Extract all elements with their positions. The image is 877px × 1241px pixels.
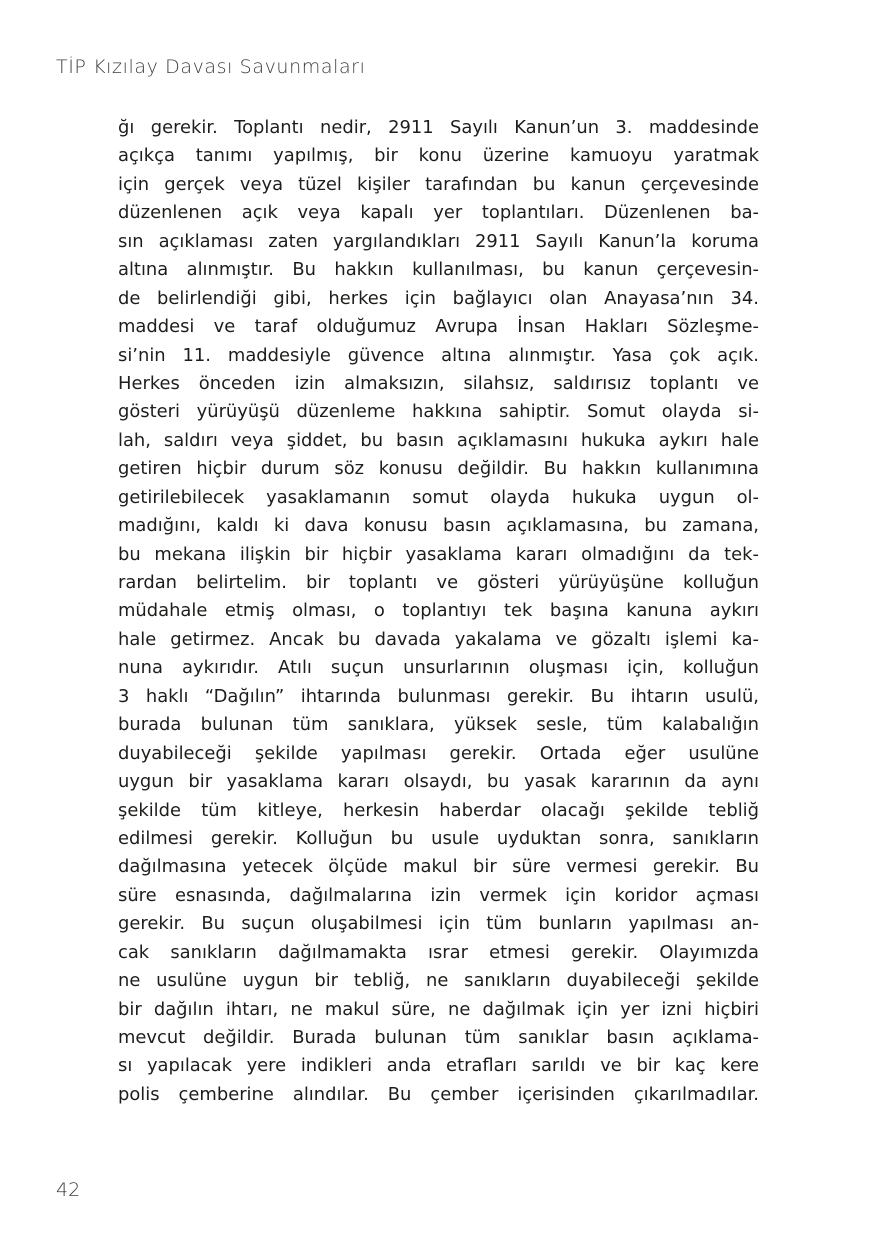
text-line: nuna aykırıdır. Atılı suçun unsurlarının oluşması için, kolluğun xyxy=(118,657,759,679)
text-line: edilmesi gerekir. Kolluğun bu usule uyduktan sonra, sanıkların xyxy=(118,827,759,849)
text-line: getirilebilecek yasaklamanın somut olayda hukuka uygun ol- xyxy=(118,486,759,508)
page-number: 42 xyxy=(56,1179,81,1201)
text-line: duyabileceği şekilde yapılması gerekir. Ortada eğer usulüne xyxy=(118,742,759,764)
running-header-title: TİP Kızılay Davası Savunmaları xyxy=(56,56,366,78)
text-line: düzenlenen açık veya kapalı yer toplantıları. Düzenlenen ba- xyxy=(118,202,759,224)
text-line: ne usulüne uygun bir tebliğ, ne sanıkların duyabileceği şekilde xyxy=(118,970,759,992)
text-line: burada bulunan tüm sanıklara, yüksek sesle, tüm kalabalığın xyxy=(118,714,759,736)
text-line: için gerçek veya tüzel kişiler tarafından bu kanun çerçevesinde xyxy=(118,173,759,195)
text-line: bir dağılın ihtarı, ne makul süre, ne dağılmak için yer izni hiçbiri xyxy=(118,998,759,1020)
text-line: gerekir. Bu suçun oluşabilmesi için tüm bunların yapılması an- xyxy=(118,913,759,935)
text-line: uygun bir yasaklama kararı olsaydı, bu yasak kararının da aynı xyxy=(118,771,759,793)
text-line: rardan belirtelim. bir toplantı ve gösteri yürüyüşüne kolluğun xyxy=(118,572,759,593)
text-line: cak sanıkların dağılmamakta ısrar etmesi gerekir. Olayımızda xyxy=(118,941,759,963)
text-line: açıkça tanımı yapılmış, bir konu üzerine kamuoyu yaratmak xyxy=(118,145,759,167)
text-line: polis çemberine alındılar. Bu çember içerisinden çıkarılmadılar. xyxy=(118,1083,759,1105)
text-line: 3 haklı “Dağılın” ihtarında bulunması gerekir. Bu ihtarın usulü, xyxy=(118,685,759,707)
text-line: hale getirmez. Ancak bu davada yakalama ve gözaltı işlemi ka- xyxy=(118,628,759,650)
text-line: madığını, kaldı ki dava konusu basın açıklamasına, bu zamana, xyxy=(118,515,759,537)
text-line: bu mekana ilişkin bir hiçbir yasaklama kararı olmadığını da tek- xyxy=(118,543,759,565)
text-line: dağılmasına yetecek ölçüde makul bir süre vermesi gerekir. Bu xyxy=(118,856,759,878)
text-line: lah, saldırı veya şiddet, bu basın açıklamasını hukuka aykırı hale xyxy=(118,429,759,451)
text-line: si’nin 11. maddesiyle güvence altına alınmıştır. Yasa çok açık. xyxy=(118,344,759,366)
text-line: gösteri yürüyüşü düzenleme hakkına sahiptir. Somut olayda si- xyxy=(118,401,759,423)
text-line: mevcut değildir. Burada bulunan tüm sanıklar basın açıklama- xyxy=(118,1027,759,1048)
text-line: altına alınmıştır. Bu hakkın kullanılması, bu kanun çerçevesin- xyxy=(118,259,759,281)
text-line: sın açıklaması zaten yargılandıkları 2911 Sayılı Kanun’la koruma xyxy=(118,230,759,252)
text-line: Herkes önceden izin almaksızın, silahsız, saldırısız toplantı ve xyxy=(118,372,759,394)
text-line: müdahale etmiş olması, o toplantıyı tek başına kanuna aykırı xyxy=(118,600,759,622)
text-line: getiren hiçbir durum söz konusu değildir. Bu hakkın kullanımına xyxy=(118,458,759,480)
text-line: sı yapılacak yere indikleri anda etrafları sarıldı ve bir kaç kere xyxy=(118,1055,759,1077)
text-line: ğı gerekir. Toplantı nedir, 2911 Sayılı Kanun’un 3. maddesinde xyxy=(118,117,759,138)
text-line: süre esnasında, dağılmalarına izin vermek için koridor açması xyxy=(118,884,759,906)
text-line: şekilde tüm kitleye, herkesin haberdar olacağı şekilde tebliğ xyxy=(118,799,759,821)
text-line: maddesi ve taraf olduğumuz Avrupa İnsan Hakları Sözleşme- xyxy=(118,316,759,338)
body-paragraph xyxy=(118,114,759,1109)
text-line: de belirlendiği gibi, herkes için bağlayıcı olan Anayasa’nın 34. xyxy=(118,287,759,309)
